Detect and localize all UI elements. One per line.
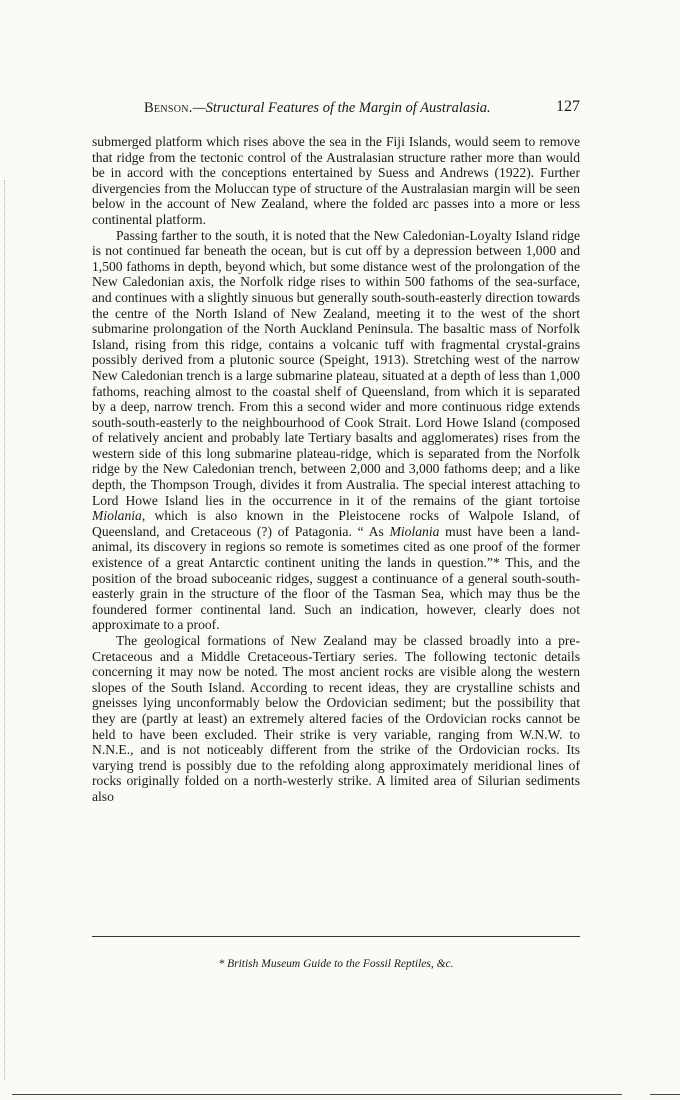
paragraph-2-part-3: must have been a land-animal, its discovery in regions so remote is sometimes cited as one proof of the former existence of a great Antarctic continent uniting the lands in question.”* This, and the position of the broad suboceanic ridges, suggest a continuance of a general south-south-easterly grain in the structure of the floor of the Tasman Sea, which may thus be the foundered former continental land. Such an indication, however, clearly does not approximate to a proof. [92, 523, 580, 633]
bottom-edge-rule [12, 1094, 622, 1095]
header-author: Benson. [144, 100, 193, 116]
footnote: * British Museum Guide to the Fossil Reptiles, &c. [218, 958, 454, 970]
page-number: 127 [556, 98, 580, 115]
paragraph-3: The geological formations of New Zealand may be classed broadly into a pre-Cretaceous and a Middle Cretaceous-Tertiary series. The following tectonic details concerning it may now be noted. The most ancient rocks are visible along the western slopes of the South Island. According to recent ideas, they are crystalline schists and gneisses lying unconformably below the Ordovician sediment; but the possibility that they are (partly at least) an extremely altered facies of the Ordovician rocks cannot be held to have been excluded. Their strike is very variable, ranging from W.N.W. to N.N.E., and is not noticeably different from the strike of the Ordovician rocks. Its varying trend is possibly due to the refolding along approximately meridional lines of rocks originally folded on a north-westerly strike. A limited area of Silurian sediments also [92, 633, 580, 804]
footnote-divider [92, 936, 580, 937]
running-header [92, 96, 580, 120]
bottom-edge-rule-right [650, 1094, 680, 1095]
italic-term-miolania: Miolania [92, 508, 142, 524]
paragraph-2-part-1: Passing farther to the south, it is noted that the New Caledonian-Loyalty Island ridge is not continued far beneath the ocean, but is cut off by a depression between 1,000 and 1,500 fathoms in depth, beyond which, but some distance west of the prolongation of the New Caledonian axis, the Norfolk ridge rises to within 500 fathoms of the sea-surface, and continues with a slightly sinuous but generally south-south-easterly direction towards the centre of the North Island of New Zealand, meeting it to the west of the short submarine prolongation of the North Auckland Peninsula. The basaltic mass of Norfolk Island, rising from this ridge, contains a volcanic tuff with fragmental crystal-grains possibly derived from a plutonic source (Speight, 1913). Stretching west of the narrow New Caledonian trench is a large submarine plateau, situated at a depth of less than 1,000 fathoms, reaching almost to the coastal shelf of Queensland, from which it is separated by a deep, narrow trench. From this a second wider and more continuous ridge extends south-south-easterly to the neighbourhood of Cook Strait. Lord Howe Island (composed of relatively ancient and probably late Tertiary basalts and agglomerates) rises from the western side of this long submarine plateau-ridge, which is separated from the Norfolk ridge by the New Caledonian trench, between 2,000 and 3,000 fathoms deep; and a like depth, the Thompson Trough, divides it from Australia. The special interest attaching to Lord Howe Island lies in the occurrence in it of the remains of the giant tortoise [92, 227, 580, 508]
page-edge-mark [4, 180, 5, 1080]
paragraph-1: submerged platform which rises above the sea in the Fiji Islands, would seem to remove that ridge from the tectonic control of the Australasian structure rather more than would be in accord with the conceptions entertained by Suess and Andrews (1922). Further divergencies from the Moluccan type of structure of the Australasian margin will be seen below in the account of New Zealand, where the folded arc passes into a more or less continental platform. [92, 134, 580, 227]
paragraph-2-part-2: , which is also known in the Pleistocene rocks of Walpole Island, of Queensland, and Cretaceous (?) of Patagonia. “ As [92, 508, 580, 539]
header-article-title: —Structural Features of the Margin of Australasia. [192, 100, 491, 116]
header-title [144, 100, 491, 117]
italic-term-miolania-2: Miolania [389, 523, 440, 539]
paragraph-2 [92, 228, 580, 633]
body-text [92, 134, 580, 805]
